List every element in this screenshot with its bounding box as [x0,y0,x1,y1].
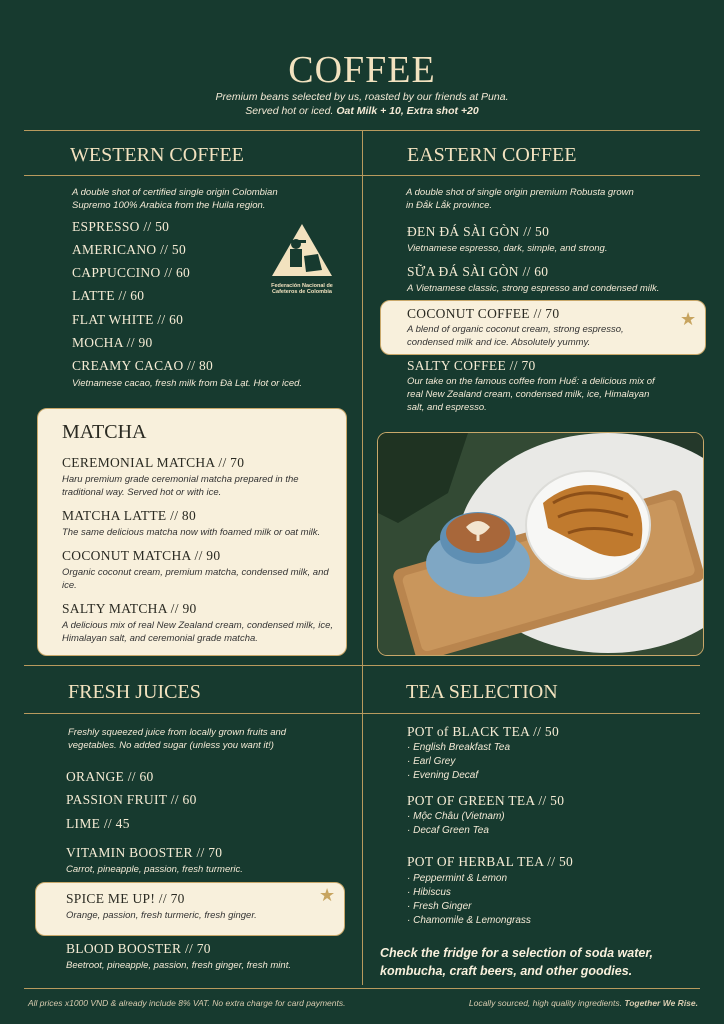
juan-valdez-icon [266,222,338,278]
menu-item-matcha-latte: MATCHA LATTE // 80 [62,508,197,523]
colombia-coffee-logo [266,222,338,295]
menu-item-matcha-latte-desc: The same delicious matcha now with foamed milk or oat milk. [62,527,321,538]
list-item: · Fresh Ginger [407,901,472,912]
green-tea-list [407,810,505,838]
menu-item-coconut-coffee: COCONUT COFFEE // 70 [407,306,560,321]
divider-bottom [24,988,700,989]
list-item: · Hibiscus [407,887,451,898]
star-icon: ★ [680,309,697,329]
matcha-title: MATCHA [62,421,147,443]
western-coffee-title: WESTERN COFFEE [70,144,244,166]
juices-desc-2: vegetables. No added sugar (unless you want it!) [68,740,274,751]
menu-item-blood-booster: BLOOD BOOSTER // 70 [66,941,211,956]
eastern-desc-1: A double shot of single origin premium Robusta grown [406,187,634,198]
page-title: COFFEE [288,49,436,91]
menu-item-americano: AMERICANO // 50 [72,242,187,257]
list-item: · Earl Grey [407,756,456,767]
menu-item-orange: ORANGE // 60 [66,769,154,784]
juices-desc-1: Freshly squeezed juice from locally grown fruits and [68,727,287,738]
menu-item-den-da-desc: Vietnamese espresso, dark, simple, and strong. [407,243,608,254]
subtitle-line-2: Served hot or iced. Oat Milk + 10, Extra shot +20 [245,105,479,117]
menu-item-sua-da-desc: A Vietnamese classic, strong espresso and condensed milk. [407,283,660,294]
menu-item-coconut-coffee-desc-1: A blend of organic coconut cream, strong espresso, [407,324,624,335]
menu-item-salty-coffee-desc-1: Our take on the famous coffee from Huế: a delicious mix of [407,376,655,387]
menu-item-coconut-matcha-desc-2: ice. [62,580,77,591]
menu-item-latte: LATTE // 60 [72,288,145,303]
list-item: · Chamomile & Lemongrass [407,915,531,926]
herbal-tea-list [407,872,531,928]
menu-item-salty-matcha-desc-2: Himalayan salt, and ceremonial grade matcha. [62,633,258,644]
menu-item-ceremonial-matcha-desc-2: traditional way. Served hot or with ice. [62,487,222,498]
divider-vertical-top [362,130,363,665]
western-desc-1: A double shot of certified single origin Colombian [72,187,278,198]
menu-item-green-tea: POT OF GREEN TEA // 50 [407,793,565,808]
menu-item-spice-me-up: SPICE ME UP! // 70 [66,891,185,906]
subtitle-extras: Oat Milk + 10, Extra shot +20 [336,105,479,117]
logo-caption: Federación Nacional de Cafeteros de Colombia [271,283,333,295]
eastern-coffee-title: EASTERN COFFEE [407,144,577,166]
menu-item-coconut-matcha-desc-1: Organic coconut cream, premium matcha, condensed milk, and [62,567,329,578]
footer-tagline: Locally sourced, high quality ingredients. Together We Rise. [468,998,698,1008]
star-icon: ★ [319,885,336,905]
footer-prices-note: All prices x1000 VND & already include 8% VAT. No extra charge for card payments. [28,998,346,1008]
fresh-juices-title: FRESH JUICES [68,681,201,703]
menu-item-salty-coffee-desc-2: real New Zealand cream, condensed milk, ice, Himalayan [407,389,650,400]
menu-item-vitamin-booster-desc: Carrot, pineapple, passion, fresh turmeric. [66,864,243,875]
eastern-desc-2: in Đắk Lắk province. [406,200,493,211]
menu-item-mocha: MOCHA // 90 [72,335,153,350]
menu-item-coconut-matcha: COCONUT MATCHA // 90 [62,548,221,563]
list-item: · Peppermint & Lemon [407,873,508,884]
list-item: · Decaf Green Tea [407,825,489,836]
featured-coconut-coffee-card [380,300,706,355]
matcha-card [37,408,347,656]
menu-item-passion-fruit: PASSION FRUIT // 60 [66,792,197,807]
divider-vertical-bottom [362,665,363,985]
coffee-croissant-photo [377,432,704,656]
menu-item-vitamin-booster: VITAMIN BOOSTER // 70 [66,845,223,860]
tea-selection-title: TEA SELECTION [406,681,558,703]
menu-item-coconut-coffee-desc-2: condensed milk and ice. Absolutely yummy. [407,337,591,348]
list-item: · English Breakfast Tea [407,742,511,753]
menu-item-salty-coffee: SALTY COFFEE // 70 [407,358,536,373]
fridge-note: Check the fridge for a selection of soda water, kombucha, craft beers, and other goodies. [380,946,653,978]
menu-item-black-tea: POT of BLACK TEA // 50 [407,724,559,739]
menu-item-cappuccino: CAPPUCCINO // 60 [72,265,191,280]
menu-item-den-da: ĐEN ĐÁ SÀI GÒN // 50 [407,224,550,239]
menu-item-ceremonial-matcha-desc-1: Haru premium grade ceremonial matcha prepared in the [62,474,299,485]
featured-spice-me-up-card [35,882,345,936]
menu-item-spice-me-up-desc: Orange, passion, fresh turmeric, fresh ginger. [66,910,257,921]
menu-item-salty-matcha: SALTY MATCHA // 90 [62,601,197,616]
coffee-photo-illustration [378,433,703,655]
menu-item-espresso: ESPRESSO // 50 [72,219,170,234]
list-item: · Evening Decaf [407,770,479,781]
menu-item-creamy-cacao: CREAMY CACAO // 80 [72,358,214,373]
menu-item-blood-booster-desc: Beetroot, pineapple, passion, fresh ginger, fresh mint. [66,960,291,971]
menu-item-salty-coffee-desc-3: salt, and espresso. [407,402,487,413]
menu-item-herbal-tea: POT OF HERBAL TEA // 50 [407,854,574,869]
list-item: · Mộc Châu (Vietnam) [407,811,505,822]
menu-item-creamy-cacao-desc: Vietnamese cacao, fresh milk from Đà Lạt. Hot or iced. [72,378,303,389]
subtitle-line-1: Premium beans selected by us, roasted by our friends at Puna. [215,91,509,103]
menu-item-sua-da: SỮA ĐÁ SÀI GÒN // 60 [407,264,549,279]
western-desc-2: Supremo 100% Arabica from the Huila region. [72,200,266,211]
menu-item-flat-white: FLAT WHITE // 60 [72,312,184,327]
black-tea-list [407,741,510,783]
menu-item-lime: LIME // 45 [66,816,130,831]
menu-item-salty-matcha-desc-1: A delicious mix of real New Zealand cream, condensed milk, ice, [62,620,334,631]
menu-item-ceremonial-matcha: CEREMONIAL MATCHA // 70 [62,455,245,470]
